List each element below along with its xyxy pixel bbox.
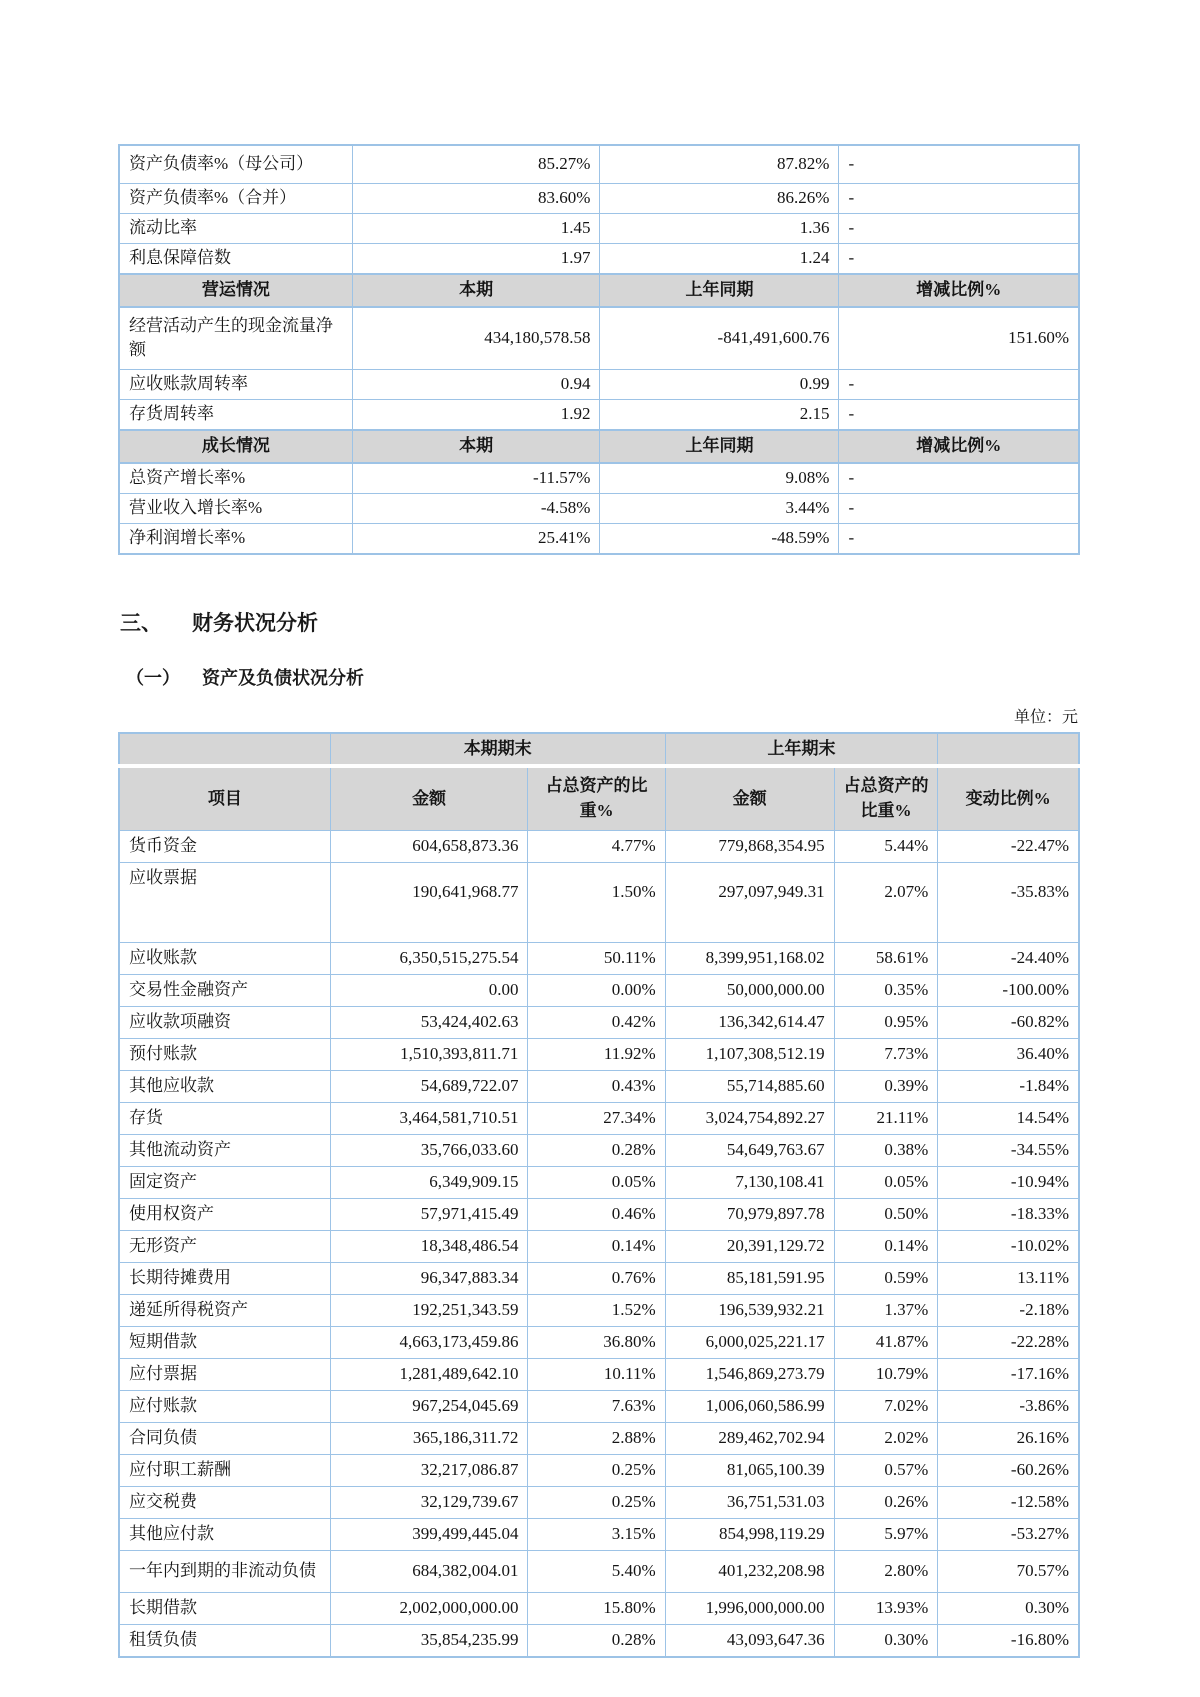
amount-current: 4,663,173,459.86 <box>330 1326 528 1358</box>
change-pct: -3.86% <box>938 1390 1079 1422</box>
value-current: 85.27% <box>352 145 600 183</box>
pct-current: 0.25% <box>528 1486 665 1518</box>
pct-prior: 0.57% <box>834 1454 938 1486</box>
pct-current: 5.40% <box>528 1550 665 1592</box>
table-row <box>119 1390 1079 1422</box>
amount-current: 1,281,489,642.10 <box>330 1358 528 1390</box>
pct-current: 0.76% <box>528 1262 665 1294</box>
table-row <box>119 1550 1079 1592</box>
pct-current-header: 占总资产的比重% <box>528 766 665 831</box>
amount-prior: 36,751,531.03 <box>665 1486 834 1518</box>
report-content <box>118 144 1080 1658</box>
amount-prior: 1,107,308,512.19 <box>665 1038 834 1070</box>
pct-current: 7.63% <box>528 1390 665 1422</box>
table-row <box>119 1198 1079 1230</box>
pct-current: 1.50% <box>528 862 665 942</box>
change-pct: -1.84% <box>938 1070 1079 1102</box>
value-change: - <box>839 183 1079 213</box>
amount-current: 2,002,000,000.00 <box>330 1592 528 1624</box>
amount-prior: 54,649,763.67 <box>665 1134 834 1166</box>
pct-current: 0.00% <box>528 974 665 1006</box>
change-pct: 26.16% <box>938 1422 1079 1454</box>
amount-prior: 196,539,932.21 <box>665 1294 834 1326</box>
change-pct: -22.28% <box>938 1326 1079 1358</box>
change-pct: -53.27% <box>938 1518 1079 1550</box>
amount-current: 35,766,033.60 <box>330 1134 528 1166</box>
change-header: 变动比例% <box>938 766 1079 831</box>
change-pct: 14.54% <box>938 1102 1079 1134</box>
pct-prior: 7.73% <box>834 1038 938 1070</box>
row-label: 应付票据 <box>119 1358 330 1390</box>
table-row <box>119 145 1079 183</box>
table-row <box>119 1102 1079 1134</box>
pct-current: 3.15% <box>528 1518 665 1550</box>
change-pct: 13.11% <box>938 1262 1079 1294</box>
row-label: 合同负债 <box>119 1422 330 1454</box>
amount-current: 54,689,722.07 <box>330 1070 528 1102</box>
pct-prior-header: 占总资产的比重% <box>834 766 938 831</box>
row-label: 净利润增长率% <box>119 523 352 554</box>
amount-prior-header: 金额 <box>665 766 834 831</box>
change-pct: -12.58% <box>938 1486 1079 1518</box>
pct-prior: 0.38% <box>834 1134 938 1166</box>
pct-prior: 2.07% <box>834 862 938 942</box>
amount-prior: 1,546,869,273.79 <box>665 1358 834 1390</box>
amount-current: 190,641,968.77 <box>330 862 528 942</box>
change-pct: -35.83% <box>938 862 1079 942</box>
amount-prior: 8,399,951,168.02 <box>665 942 834 974</box>
row-label: 应付职工薪酬 <box>119 1454 330 1486</box>
change-pct: -24.40% <box>938 942 1079 974</box>
change-pct: -17.16% <box>938 1358 1079 1390</box>
value-current: 本期 <box>352 430 600 463</box>
pct-current: 0.43% <box>528 1070 665 1102</box>
table-header-metric-row <box>119 766 1079 831</box>
table-row <box>119 830 1079 862</box>
row-label: 其他流动资产 <box>119 1134 330 1166</box>
pct-prior: 41.87% <box>834 1326 938 1358</box>
row-label: 应付账款 <box>119 1390 330 1422</box>
amount-current-header: 金额 <box>330 766 528 831</box>
amount-current: 604,658,873.36 <box>330 830 528 862</box>
section-number: 三、 <box>120 611 162 635</box>
current-period-header: 本期期末 <box>330 733 665 766</box>
table-row <box>119 369 1079 399</box>
amount-prior: 297,097,949.31 <box>665 862 834 942</box>
amount-prior: 7,130,108.41 <box>665 1166 834 1198</box>
pct-current: 0.28% <box>528 1624 665 1657</box>
table-header-period-row <box>119 733 1079 766</box>
value-current: -4.58% <box>352 493 600 523</box>
amount-prior: 81,065,100.39 <box>665 1454 834 1486</box>
section-header-row <box>119 430 1079 463</box>
pct-prior: 5.97% <box>834 1518 938 1550</box>
amount-prior: 136,342,614.47 <box>665 1006 834 1038</box>
table-row <box>119 399 1079 430</box>
amount-current: 53,424,402.63 <box>330 1006 528 1038</box>
value-current: 0.94 <box>352 369 600 399</box>
row-label: 长期借款 <box>119 1592 330 1624</box>
change-pct: 36.40% <box>938 1038 1079 1070</box>
value-current: 1.97 <box>352 243 600 274</box>
value-prior: 1.24 <box>600 243 839 274</box>
amount-prior: 6,000,025,221.17 <box>665 1326 834 1358</box>
amount-prior: 289,462,702.94 <box>665 1422 834 1454</box>
table-row <box>119 1486 1079 1518</box>
row-label: 使用权资产 <box>119 1198 330 1230</box>
amount-current: 57,971,415.49 <box>330 1198 528 1230</box>
pct-current: 0.25% <box>528 1454 665 1486</box>
row-label: 长期待摊费用 <box>119 1262 330 1294</box>
pct-current: 50.11% <box>528 942 665 974</box>
value-prior: 上年同期 <box>600 430 839 463</box>
table-row <box>119 1262 1079 1294</box>
value-current: 434,180,578.58 <box>352 307 600 370</box>
pct-current: 2.88% <box>528 1422 665 1454</box>
value-change: - <box>839 243 1079 274</box>
value-current: 本期 <box>352 274 600 307</box>
value-change: - <box>839 399 1079 430</box>
table-row <box>119 1134 1079 1166</box>
change-pct: -18.33% <box>938 1198 1079 1230</box>
table-row <box>119 1592 1079 1624</box>
change-pct: 0.30% <box>938 1592 1079 1624</box>
value-current: 1.92 <box>352 399 600 430</box>
table-row <box>119 1326 1079 1358</box>
amount-current: 684,382,004.01 <box>330 1550 528 1592</box>
table-row <box>119 1070 1079 1102</box>
amount-prior: 401,232,208.98 <box>665 1550 834 1592</box>
change-pct: -2.18% <box>938 1294 1079 1326</box>
table-row <box>119 463 1079 494</box>
table-row <box>119 183 1079 213</box>
row-label: 资产负债率%（合并） <box>119 183 352 213</box>
pct-prior: 0.30% <box>834 1624 938 1657</box>
row-label: 成长情况 <box>119 430 352 463</box>
subsection-number: （一） <box>126 667 180 688</box>
table-row <box>119 493 1079 523</box>
table-row <box>119 1230 1079 1262</box>
change-pct: -34.55% <box>938 1134 1079 1166</box>
row-label: 存货周转率 <box>119 399 352 430</box>
row-label: 租赁负债 <box>119 1624 330 1657</box>
pct-prior: 0.39% <box>834 1070 938 1102</box>
row-label: 交易性金融资产 <box>119 974 330 1006</box>
table-row <box>119 213 1079 243</box>
table-row <box>119 974 1079 1006</box>
pct-current: 27.34% <box>528 1102 665 1134</box>
amount-prior: 1,996,000,000.00 <box>665 1592 834 1624</box>
row-label: 无形资产 <box>119 1230 330 1262</box>
change-pct: -10.02% <box>938 1230 1079 1262</box>
pct-prior: 0.59% <box>834 1262 938 1294</box>
pct-prior: 58.61% <box>834 942 938 974</box>
row-label: 其他应收款 <box>119 1070 330 1102</box>
pct-prior: 0.14% <box>834 1230 938 1262</box>
row-label: 应交税费 <box>119 1486 330 1518</box>
value-current: 1.45 <box>352 213 600 243</box>
change-pct: 70.57% <box>938 1550 1079 1592</box>
row-label: 其他应付款 <box>119 1518 330 1550</box>
table-row <box>119 942 1079 974</box>
amount-current: 365,186,311.72 <box>330 1422 528 1454</box>
value-prior: 9.08% <box>600 463 839 494</box>
pct-prior: 21.11% <box>834 1102 938 1134</box>
value-change: 增减比例% <box>839 274 1079 307</box>
pct-current: 15.80% <box>528 1592 665 1624</box>
section-heading <box>120 607 1080 637</box>
table-row <box>119 1006 1079 1038</box>
table-row <box>119 1358 1079 1390</box>
row-label: 总资产增长率% <box>119 463 352 494</box>
section-header-row <box>119 274 1079 307</box>
value-prior: -48.59% <box>600 523 839 554</box>
row-label: 应收账款周转率 <box>119 369 352 399</box>
value-prior: 87.82% <box>600 145 839 183</box>
amount-current: 18,348,486.54 <box>330 1230 528 1262</box>
amount-current: 32,217,086.87 <box>330 1454 528 1486</box>
row-label: 资产负债率%（母公司） <box>119 145 352 183</box>
pct-current: 11.92% <box>528 1038 665 1070</box>
change-pct: -60.26% <box>938 1454 1079 1486</box>
value-current: 25.41% <box>352 523 600 554</box>
pct-prior: 0.05% <box>834 1166 938 1198</box>
pct-prior: 13.93% <box>834 1592 938 1624</box>
value-change: 151.60% <box>839 307 1079 370</box>
pct-current: 10.11% <box>528 1358 665 1390</box>
pct-prior: 10.79% <box>834 1358 938 1390</box>
prior-period-header: 上年期末 <box>665 733 938 766</box>
amount-prior: 779,868,354.95 <box>665 830 834 862</box>
change-pct: -10.94% <box>938 1166 1079 1198</box>
value-change: - <box>839 463 1079 494</box>
section-title: 财务状况分析 <box>192 611 318 635</box>
row-label: 短期借款 <box>119 1326 330 1358</box>
amount-prior: 50,000,000.00 <box>665 974 834 1006</box>
change-pct: -22.47% <box>938 830 1079 862</box>
pct-current: 0.28% <box>528 1134 665 1166</box>
row-label: 经营活动产生的现金流量净额 <box>119 307 352 370</box>
row-label: 应收账款 <box>119 942 330 974</box>
table-row <box>119 862 1079 942</box>
amount-current: 192,251,343.59 <box>330 1294 528 1326</box>
amount-current: 3,464,581,710.51 <box>330 1102 528 1134</box>
amount-prior: 1,006,060,586.99 <box>665 1390 834 1422</box>
row-label: 货币资金 <box>119 830 330 862</box>
row-label: 递延所得税资产 <box>119 1294 330 1326</box>
subsection-heading <box>126 664 1080 690</box>
pct-current: 1.52% <box>528 1294 665 1326</box>
row-label: 固定资产 <box>119 1166 330 1198</box>
pct-prior: 7.02% <box>834 1390 938 1422</box>
row-label: 应收款项融资 <box>119 1006 330 1038</box>
pct-prior: 2.02% <box>834 1422 938 1454</box>
pct-prior: 0.26% <box>834 1486 938 1518</box>
table-row <box>119 1518 1079 1550</box>
amount-current: 6,350,515,275.54 <box>330 942 528 974</box>
amount-prior: 70,979,897.78 <box>665 1198 834 1230</box>
table-row <box>119 243 1079 274</box>
amount-prior: 55,714,885.60 <box>665 1070 834 1102</box>
unit-note: 单位：元 <box>1013 708 1078 726</box>
table-row <box>119 1454 1079 1486</box>
value-change: - <box>839 493 1079 523</box>
row-label: 流动比率 <box>119 213 352 243</box>
amount-prior: 20,391,129.72 <box>665 1230 834 1262</box>
table-row <box>119 523 1079 554</box>
subsection-title: 资产及负债状况分析 <box>202 667 364 688</box>
value-current: 83.60% <box>352 183 600 213</box>
value-change: - <box>839 145 1079 183</box>
item-header: 项目 <box>119 766 330 831</box>
row-label: 应收票据 <box>119 862 330 942</box>
pct-current: 36.80% <box>528 1326 665 1358</box>
item-header-spacer <box>119 733 330 766</box>
amount-prior: 3,024,754,892.27 <box>665 1102 834 1134</box>
pct-prior: 0.95% <box>834 1006 938 1038</box>
value-change: - <box>839 523 1079 554</box>
value-change: - <box>839 213 1079 243</box>
row-label: 一年内到期的非流动负债 <box>119 1550 330 1592</box>
table-row <box>119 1166 1079 1198</box>
amount-current: 96,347,883.34 <box>330 1262 528 1294</box>
value-prior: -841,491,600.76 <box>600 307 839 370</box>
amount-current: 0.00 <box>330 974 528 1006</box>
pct-prior: 0.35% <box>834 974 938 1006</box>
amount-current: 967,254,045.69 <box>330 1390 528 1422</box>
change-pct: -60.82% <box>938 1006 1079 1038</box>
pct-current: 0.42% <box>528 1006 665 1038</box>
row-label: 预付账款 <box>119 1038 330 1070</box>
table-row <box>119 307 1079 370</box>
table-row <box>119 1038 1079 1070</box>
pct-current: 0.46% <box>528 1198 665 1230</box>
change-pct: -100.00% <box>938 974 1079 1006</box>
pct-prior: 0.50% <box>834 1198 938 1230</box>
row-label: 利息保障倍数 <box>119 243 352 274</box>
key-ratios-table <box>118 144 1080 555</box>
amount-current: 35,854,235.99 <box>330 1624 528 1657</box>
pct-prior: 2.80% <box>834 1550 938 1592</box>
row-label: 营运情况 <box>119 274 352 307</box>
amount-current: 399,499,445.04 <box>330 1518 528 1550</box>
pct-current: 0.14% <box>528 1230 665 1262</box>
pct-current: 4.77% <box>528 830 665 862</box>
assets-liabilities-table <box>118 732 1080 1658</box>
change-header-spacer <box>938 733 1079 766</box>
value-prior: 0.99 <box>600 369 839 399</box>
pct-current: 0.05% <box>528 1166 665 1198</box>
value-change: 增减比例% <box>839 430 1079 463</box>
amount-prior: 85,181,591.95 <box>665 1262 834 1294</box>
table-row <box>119 1294 1079 1326</box>
change-pct: -16.80% <box>938 1624 1079 1657</box>
amount-prior: 43,093,647.36 <box>665 1624 834 1657</box>
amount-current: 32,129,739.67 <box>330 1486 528 1518</box>
row-label: 营业收入增长率% <box>119 493 352 523</box>
pct-prior: 1.37% <box>834 1294 938 1326</box>
amount-current: 6,349,909.15 <box>330 1166 528 1198</box>
amount-prior: 854,998,119.29 <box>665 1518 834 1550</box>
table-row <box>119 1422 1079 1454</box>
value-prior: 2.15 <box>600 399 839 430</box>
value-prior: 1.36 <box>600 213 839 243</box>
row-label: 存货 <box>119 1102 330 1134</box>
value-prior: 上年同期 <box>600 274 839 307</box>
value-change: - <box>839 369 1079 399</box>
value-current: -11.57% <box>352 463 600 494</box>
value-prior: 3.44% <box>600 493 839 523</box>
pct-prior: 5.44% <box>834 830 938 862</box>
table-row <box>119 1624 1079 1657</box>
amount-current: 1,510,393,811.71 <box>330 1038 528 1070</box>
value-prior: 86.26% <box>600 183 839 213</box>
